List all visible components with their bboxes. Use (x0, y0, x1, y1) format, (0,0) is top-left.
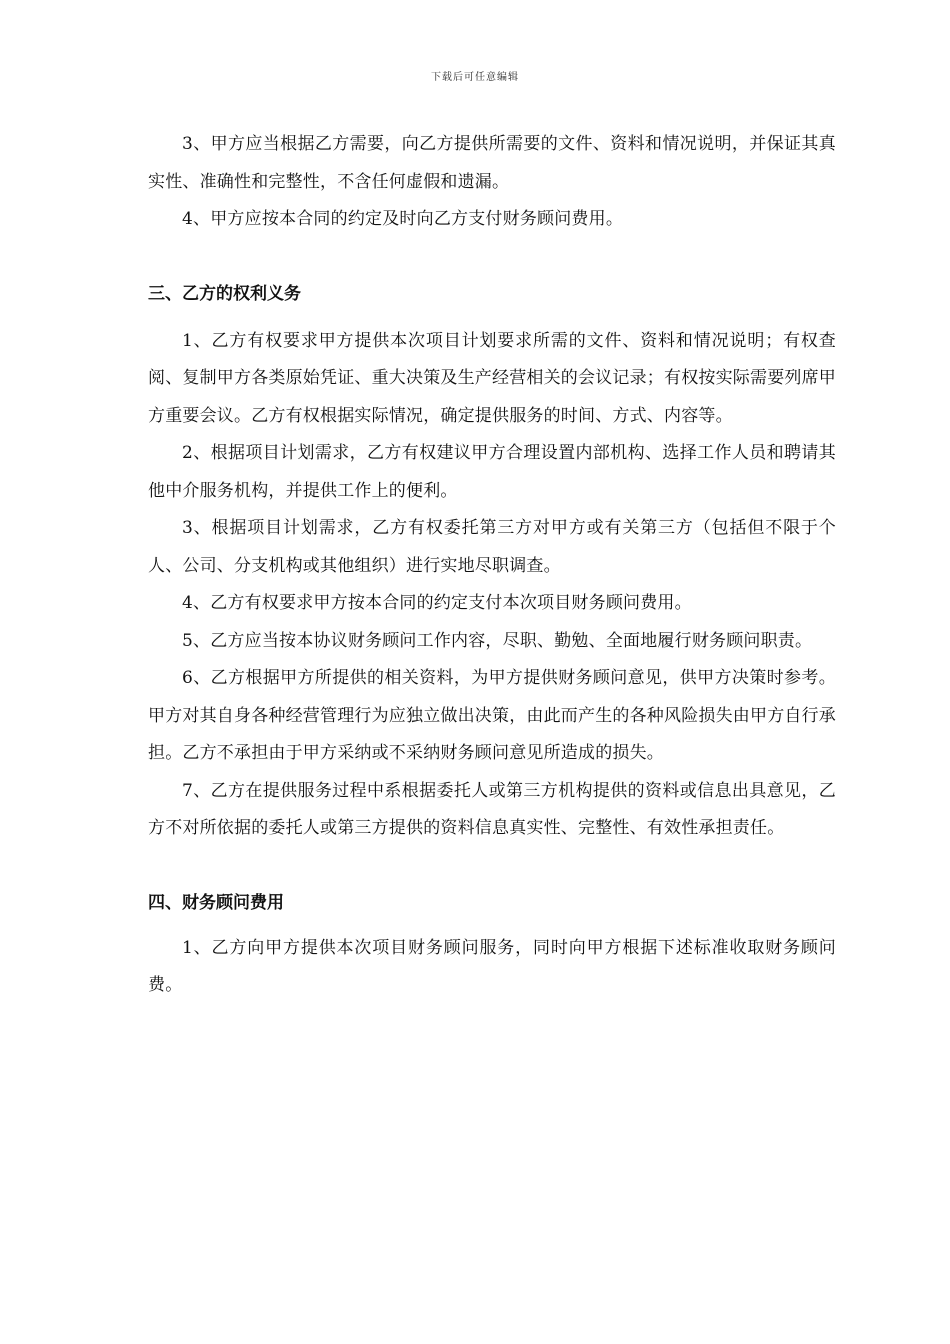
section-heading-advisory-fees: 四、财务顾问费用 (148, 892, 284, 913)
paragraph-party-b-2: 2、根据项目计划需求，乙方有权建议甲方合理设置内部机构、选择工作人员和聘请其他中介服务机构，并提供工作上的便利。 (148, 443, 836, 501)
paragraph-party-b-1: 1、乙方有权要求甲方提供本次项目计划要求所需的文件、资料和情况说明；有权查阅、复制甲方各类原始凭证、重大决策及生产经营相关的会议记录；有权按实际需要列席甲方重要会议。乙方有权根据实际情况，确定提供服务的时间、方式、内容等。 (148, 330, 836, 426)
paragraph-party-b-5: 5、乙方应当按本协议财务顾问工作内容，尽职、勤勉、全面地履行财务顾问职责。 (182, 630, 813, 651)
document-body (148, 126, 836, 1005)
paragraph-party-a-3: 3、甲方应当根据乙方需要，向乙方提供所需要的文件、资料和情况说明，并保证其真实性、准确性和完整性，不含任何虚假和遗漏。 (148, 134, 836, 192)
paragraph-party-b-6: 6、乙方根据甲方所提供的相关资料，为甲方提供财务顾问意见，供甲方决策时参考。甲方对其自身各种经营管理行为应独立做出决策，由此而产生的各种风险损失由甲方自行承担。乙方不承担由于甲方采纳或不采纳财务顾问意见所造成的损失。 (148, 668, 836, 763)
paragraph-party-b-4: 4、乙方有权要求甲方按本合同的约定支付本次项目财务顾问费用。 (182, 593, 692, 613)
section-heading-party-b-rights: 三、乙方的权利义务 (148, 283, 301, 304)
paragraph-fees-1: 1、乙方向甲方提供本次项目财务顾问服务，同时向甲方根据下述标准收取财务顾问费。 (148, 937, 836, 995)
paragraph-party-b-3: 3、根据项目计划需求，乙方有权委托第三方对甲方或有关第三方（包括但不限于个人、公司、分支机构或其他组织）进行实地尽职调查。 (148, 518, 836, 576)
page-header: 下载后可任意编辑 (431, 72, 519, 83)
paragraph-party-b-7: 7、乙方在提供服务过程中系根据委托人或第三方机构提供的资料或信息出具意见，乙方不对所依据的委托人或第三方提供的资料信息真实性、完整性、有效性承担责任。 (148, 780, 836, 838)
paragraph-party-a-4: 4、甲方应按本合同的约定及时向乙方支付财务顾问费用。 (182, 209, 624, 229)
